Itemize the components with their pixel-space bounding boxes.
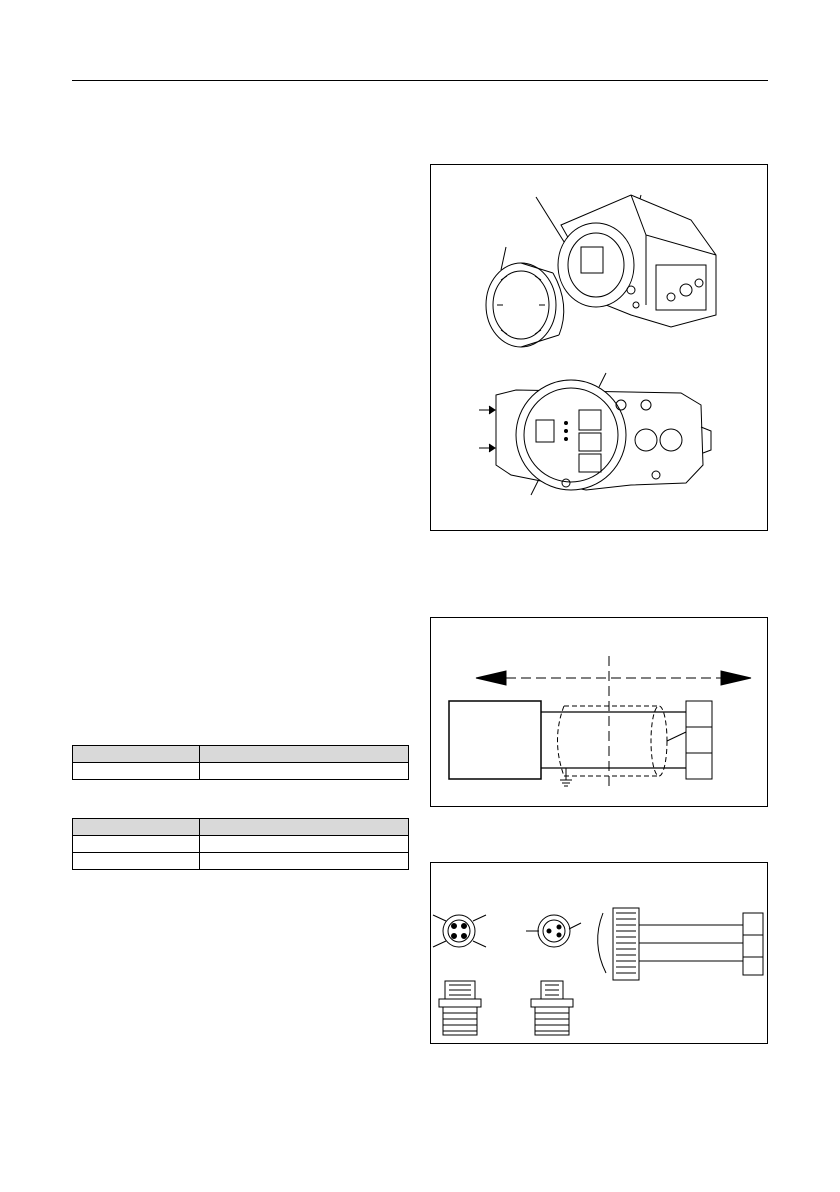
table-header-cell: [73, 746, 200, 763]
housing-body: [558, 195, 716, 327]
cable-gland-side: [598, 908, 763, 980]
positioner-housing-drawing: [431, 165, 767, 530]
terminal-3: [686, 753, 712, 779]
arrow-head-left: [476, 671, 506, 685]
terminal-2: [686, 727, 712, 753]
cable-shield-drawing: [431, 618, 767, 806]
connector-4-pin-face: [433, 915, 486, 947]
arrow-head: [489, 406, 495, 414]
spec-table-2: [72, 818, 409, 870]
device-box: [449, 701, 541, 779]
table-header-row: [73, 819, 409, 836]
connector-3-pin-face: [526, 915, 581, 947]
table-cell: [200, 763, 409, 780]
shield-lines: [564, 706, 659, 776]
leader-line: [536, 197, 566, 245]
connector-3-pin-side: [531, 981, 573, 1035]
table-cell: [73, 853, 200, 870]
spec-table-1: [72, 745, 409, 780]
table-header-cell: [200, 819, 409, 836]
shield-wire: [667, 732, 686, 741]
housing-front-view: [496, 380, 711, 490]
table-cell: [73, 836, 200, 853]
table-row: [73, 836, 409, 853]
table-header-row: [73, 746, 409, 763]
ground-symbol: [560, 780, 572, 786]
table-header-cell: [73, 819, 200, 836]
table-cell: [200, 836, 409, 853]
connector-4-pin-side: [439, 981, 481, 1035]
table-row: [73, 853, 409, 870]
figure-positioner-housing: [430, 164, 768, 531]
terminal-1: [686, 701, 712, 727]
shield-right: [651, 706, 667, 776]
housing-cover: [486, 263, 564, 347]
table-cell: [200, 853, 409, 870]
shield-left: [558, 706, 565, 776]
figure-cable-shield: [430, 617, 768, 807]
arrow-head-right: [721, 671, 751, 685]
table-header-cell: [200, 746, 409, 763]
arrow-head: [489, 444, 495, 452]
cable-lines: [541, 712, 686, 768]
leader-line: [599, 373, 606, 387]
leader-line: [501, 247, 506, 270]
table-cell: [73, 763, 200, 780]
header-rule: [72, 80, 768, 81]
table-row: [73, 763, 409, 780]
connectors-drawing: [431, 863, 767, 1043]
figure-connectors: [430, 862, 768, 1044]
